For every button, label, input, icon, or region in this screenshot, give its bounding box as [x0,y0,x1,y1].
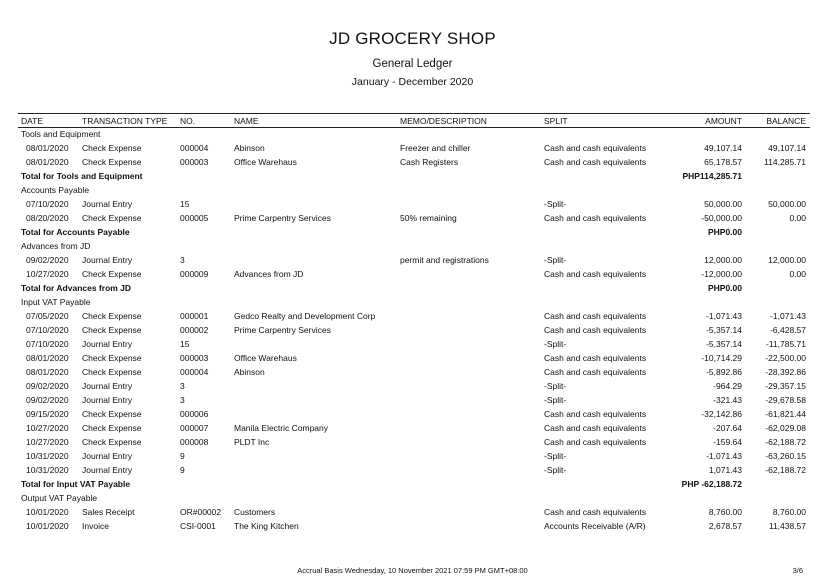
entry-amount: -1,071.43 [706,451,742,461]
account-total-row [0,281,825,295]
entry-date: 09/15/2020 [26,409,69,419]
account-name: Accounts Payable [21,185,90,195]
entry-no: 9 [180,451,185,461]
entry-balance: -62,188.72 [765,437,806,447]
ledger-entry-row [0,449,825,463]
col-name: NAME [234,116,259,126]
page-number: 3/6 [792,566,803,575]
entry-no: 3 [180,395,185,405]
ledger-entry-row [0,393,825,407]
entry-date: 07/10/2020 [26,339,69,349]
entry-no: 000001 [180,311,209,321]
account-name: Advances from JD [21,241,91,251]
account-name: Tools and Equipment [21,129,101,139]
entry-type: Journal Entry [82,199,133,209]
entry-type: Journal Entry [82,255,133,265]
entry-type: Check Expense [82,143,142,153]
entry-no: 000005 [180,213,209,223]
account-section-header [0,183,825,197]
entry-name: Advances from JD [234,269,304,279]
entry-date: 09/02/2020 [26,381,69,391]
entry-name: Abinson [234,367,265,377]
account-total-row [0,225,825,239]
entry-amount: 49,107.14 [704,143,742,153]
entry-date: 10/27/2020 [26,269,69,279]
col-amount: AMOUNT [705,116,742,126]
entry-balance: -29,678.58 [765,395,806,405]
col-type: TRANSACTION TYPE [82,116,168,126]
entry-type: Check Expense [82,269,142,279]
entry-no: 15 [180,199,190,209]
ledger-entry-row [0,323,825,337]
entry-date: 07/10/2020 [26,199,69,209]
entry-name: The King Kitchen [234,521,299,531]
total-amount: PHP114,285.71 [682,171,742,181]
entry-date: 07/10/2020 [26,325,69,335]
entry-balance: 12,000.00 [768,255,806,265]
entry-balance: -22,500.00 [765,353,806,363]
report-period: January - December 2020 [351,76,474,88]
entry-name: Gedco Realty and Development Corp [234,311,376,321]
entry-split: Cash and cash equivalents [544,213,647,223]
report-title: JD GROCERY SHOP [329,29,496,48]
entry-amount: 1,071.43 [708,465,742,475]
account-total-row [0,169,825,183]
ledger-entry-row [0,379,825,393]
entry-name: Office Warehaus [234,157,297,167]
entry-no: OR#00002 [180,507,222,517]
entry-name: Customers [234,507,276,517]
account-total-row [0,477,825,491]
entry-date: 08/01/2020 [26,157,69,167]
entry-name: Prime Carpentry Services [234,213,331,223]
entry-no: 3 [180,255,185,265]
entry-name: Office Warehaus [234,353,297,363]
entry-balance: -6,428.57 [770,325,806,335]
entry-no: 000008 [180,437,209,447]
ledger-entry-row [0,141,825,155]
entry-no: 000003 [180,157,209,167]
col-split: SPLIT [544,116,568,126]
entry-name: Abinson [234,143,265,153]
entry-type: Journal Entry [82,381,133,391]
account-name: Input VAT Payable [21,297,91,307]
account-section-header [0,239,825,253]
account-section-header [0,127,825,141]
entry-split: Cash and cash equivalents [544,353,647,363]
total-amount: PHP -62,188.72 [681,479,742,489]
entry-no: 000006 [180,409,209,419]
entry-type: Check Expense [82,311,142,321]
entry-no: CSI-0001 [180,521,216,531]
entry-memo: Cash Registers [400,157,459,167]
entry-split: -Split- [544,381,567,391]
ledger-entry-row [0,211,825,225]
entry-date: 09/02/2020 [26,395,69,405]
entry-amount: -321.43 [713,395,742,405]
entry-balance: 114,285.71 [764,157,806,167]
entry-date: 10/27/2020 [26,423,69,433]
entry-split: Cash and cash equivalents [544,311,647,321]
entry-date: 08/01/2020 [26,353,69,363]
entry-date: 10/31/2020 [26,465,69,475]
entry-type: Check Expense [82,325,142,335]
entry-type: Check Expense [82,437,142,447]
entry-balance: -62,188.72 [765,465,806,475]
entry-name: Prime Carpentry Services [234,325,331,335]
entry-type: Check Expense [82,157,142,167]
entry-split: Cash and cash equivalents [544,409,647,419]
entry-split: Accounts Receivable (A/R) [544,521,646,531]
entry-balance: -28,392.86 [765,367,806,377]
ledger-entry-row [0,365,825,379]
entry-memo: 50% remaining [400,213,457,223]
col-date: DATE [21,116,44,126]
entry-split: Cash and cash equivalents [544,157,647,167]
entry-balance: 0.00 [789,269,806,279]
entry-amount: -964.29 [713,381,742,391]
col-balance: BALANCE [766,116,806,126]
entry-type: Journal Entry [82,395,133,405]
entry-amount: -159.64 [713,437,742,447]
ledger-entry-row [0,309,825,323]
report-subtitle: General Ledger [372,58,453,70]
entry-balance: -29,357.15 [765,381,806,391]
account-section-header [0,491,825,505]
total-label: Total for Accounts Payable [21,227,130,237]
entry-split: -Split- [544,255,567,265]
entry-name: PLDT Inc [234,437,270,447]
entry-type: Journal Entry [82,451,133,461]
entry-no: 000002 [180,325,209,335]
entry-no: 000004 [180,367,209,377]
entry-split: Cash and cash equivalents [544,325,647,335]
entry-no: 9 [180,465,185,475]
entry-split: Cash and cash equivalents [544,269,647,279]
ledger-table [0,127,825,533]
entry-amount: 8,760.00 [708,507,742,517]
ledger-entry-row [0,155,825,169]
entry-amount: -5,357.14 [706,325,742,335]
entry-balance: 50,000.00 [768,199,806,209]
entry-split: -Split- [544,451,567,461]
column-header-row [0,114,825,128]
entry-split: -Split- [544,199,567,209]
entry-amount: -12,000.00 [701,269,742,279]
entry-split: Cash and cash equivalents [544,143,647,153]
entry-date: 10/01/2020 [26,507,69,517]
entry-amount: -5,357.14 [706,339,742,349]
entry-amount: -10,714.29 [701,353,742,363]
ledger-entry-row [0,253,825,267]
entry-amount: 50,000.00 [704,199,742,209]
entry-balance: -11,785.71 [765,339,806,349]
total-label: Total for Advances from JD [21,283,132,293]
entry-memo: permit and registrations [400,255,489,265]
report-footer: Accrual Basis Wednesday, 10 November 2021 07:59 PM GMT+08:00 [297,566,528,575]
entry-type: Invoice [82,521,109,531]
entry-type: Sales Receipt [82,507,135,517]
entry-no: 000004 [180,143,209,153]
entry-amount: 65,178.57 [704,157,742,167]
account-section-header [0,295,825,309]
entry-type: Check Expense [82,409,142,419]
total-label: Total for Input VAT Payable [21,479,131,489]
ledger-entry-row [0,519,825,533]
entry-date: 10/27/2020 [26,437,69,447]
entry-no: 000007 [180,423,209,433]
entry-balance: -1,071.43 [770,311,806,321]
entry-type: Check Expense [82,423,142,433]
entry-split: -Split- [544,395,567,405]
entry-date: 08/01/2020 [26,143,69,153]
entry-memo: Freezer and chiller [400,143,471,153]
entry-no: 000003 [180,353,209,363]
entry-date: 08/01/2020 [26,367,69,377]
entry-no: 000009 [180,269,209,279]
account-name: Output VAT Payable [21,493,98,503]
entry-amount: -5,892.86 [706,367,742,377]
entry-date: 10/31/2020 [26,451,69,461]
ledger-entry-row [0,505,825,519]
entry-date: 07/05/2020 [26,311,69,321]
entry-type: Check Expense [82,353,142,363]
entry-balance: -61,821.44 [765,409,806,419]
entry-type: Journal Entry [82,339,133,349]
total-amount: PHP0.00 [707,227,742,237]
entry-date: 09/02/2020 [26,255,69,265]
entry-amount: 2,678.57 [708,521,742,531]
entry-amount: 12,000.00 [704,255,742,265]
entry-split: -Split- [544,465,567,475]
entry-no: 15 [180,339,190,349]
entry-date: 10/01/2020 [26,521,69,531]
entry-date: 08/20/2020 [26,213,69,223]
col-memo: MEMO/DESCRIPTION [400,116,487,126]
ledger-entry-row [0,267,825,281]
entry-balance: -63,260.15 [765,451,806,461]
entry-amount: -1,071.43 [706,311,742,321]
entry-balance: -62,029.08 [765,423,806,433]
ledger-entry-row [0,463,825,477]
entry-name: Manila Electric Company [234,423,329,433]
entry-balance: 49,107.14 [768,143,806,153]
entry-split: Cash and cash equivalents [544,367,647,377]
ledger-entry-row [0,351,825,365]
ledger-entry-row [0,421,825,435]
entry-balance: 8,760.00 [772,507,806,517]
entry-amount: -207.64 [713,423,742,433]
col-no: NO. [180,116,196,126]
entry-split: Cash and cash equivalents [544,507,647,517]
ledger-entry-row [0,197,825,211]
entry-split: Cash and cash equivalents [544,423,647,433]
total-label: Total for Tools and Equipment [21,171,143,181]
ledger-entry-row [0,435,825,449]
entry-type: Journal Entry [82,465,133,475]
entry-amount: -50,000.00 [701,213,742,223]
entry-split: -Split- [544,339,567,349]
ledger-entry-row [0,407,825,421]
entry-split: Cash and cash equivalents [544,437,647,447]
total-amount: PHP0.00 [707,283,742,293]
entry-amount: -32,142.86 [701,409,742,419]
ledger-entry-row [0,337,825,351]
entry-no: 3 [180,381,185,391]
entry-type: Check Expense [82,367,142,377]
entry-balance: 0.00 [789,213,806,223]
entry-balance: 11,438.57 [768,521,806,531]
entry-type: Check Expense [82,213,142,223]
